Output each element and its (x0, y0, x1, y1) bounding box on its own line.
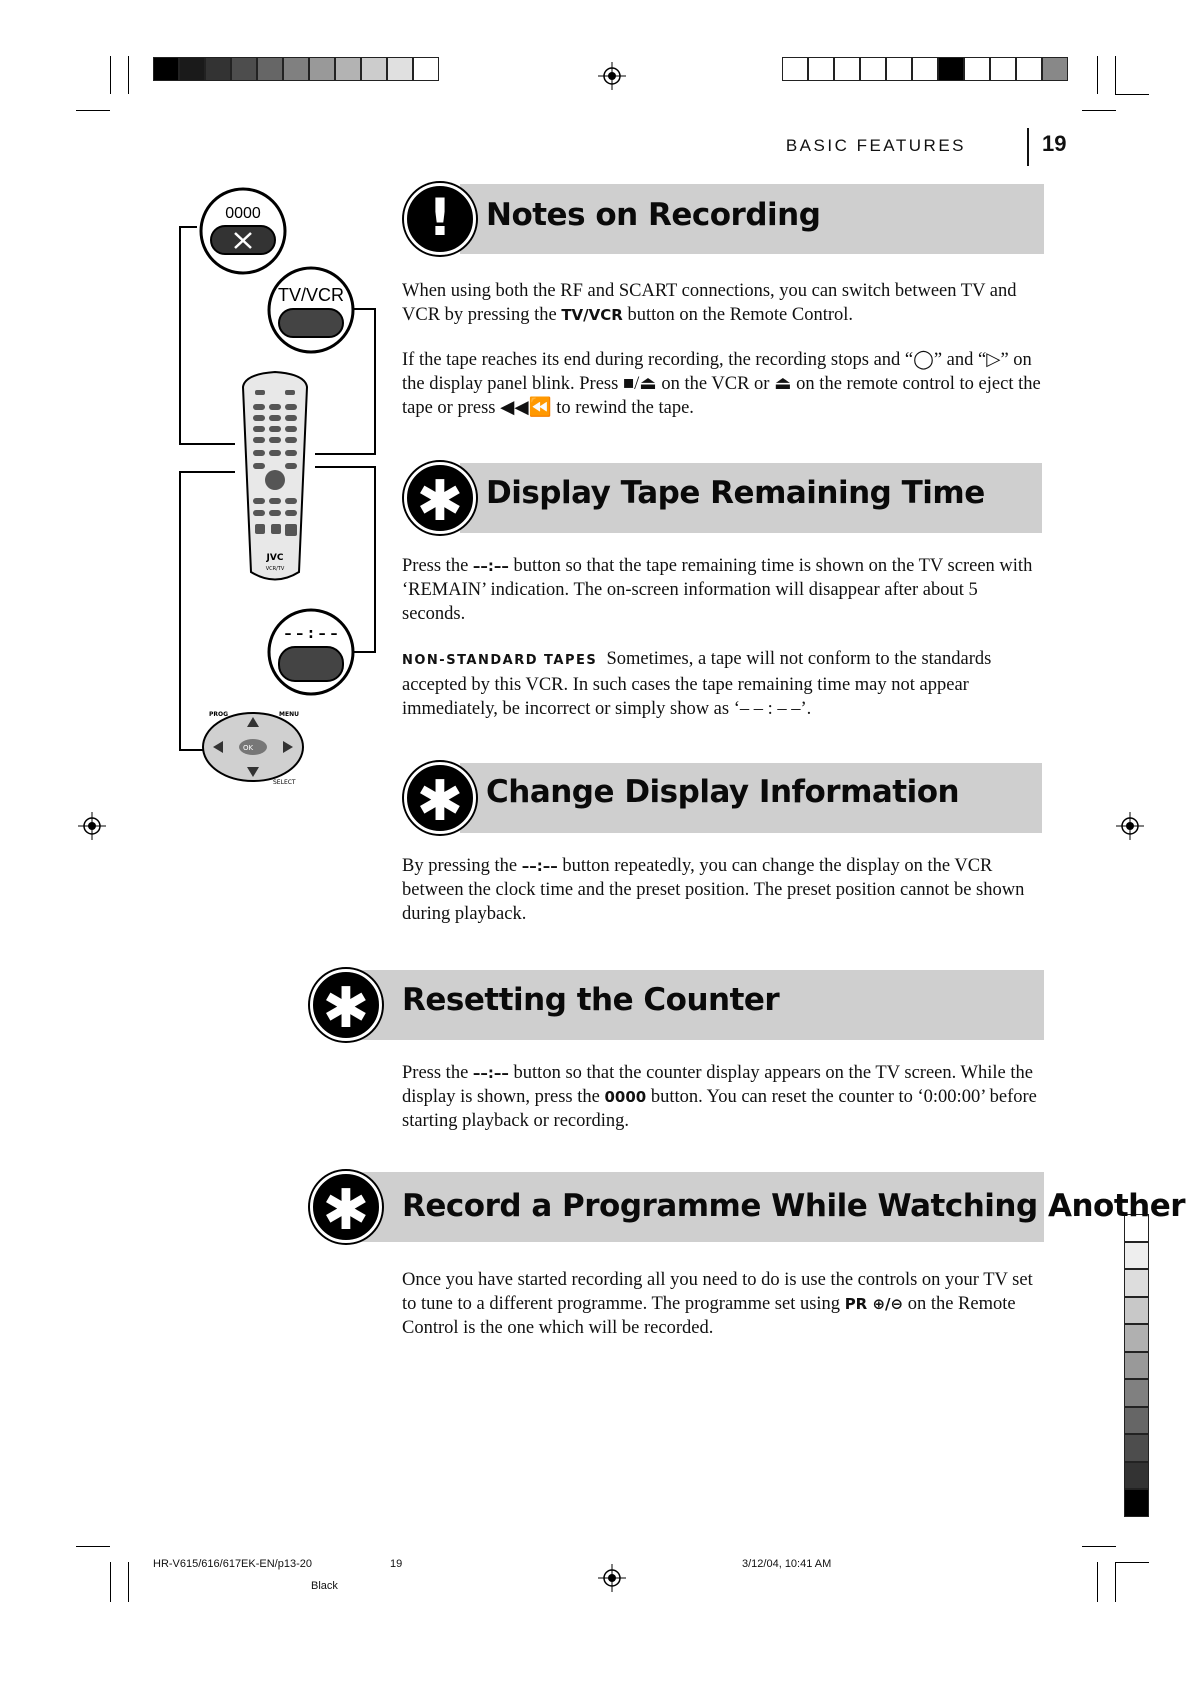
exclamation-icon: ! (404, 183, 476, 255)
dpad-menu-label: MENU (279, 711, 299, 718)
paragraph: Press the ––:–– button so that the counter display appears on the TV screen. While the display is shown, press the 0000 button. You can reset the counter to ‘0:00:00’ before starting playback or recording. (402, 1063, 1037, 1131)
footer-plate: Black (311, 1580, 338, 1592)
paragraph: When using both the RF and SCART connections, you can switch between TV and VCR by pressing the TV/VCR button on the Remote Control. (402, 281, 1017, 325)
dpad-select-label: SELECT (273, 779, 296, 786)
footer-timestamp: 3/12/04, 10:41 AM (742, 1558, 832, 1570)
running-title: BASIC FEATURES (785, 136, 966, 155)
section-title-notes-on-recording: Notes on Recording (486, 197, 821, 233)
grayscale-bar-right (782, 57, 1068, 83)
section-title-resetting-the-counter: Resetting the Counter (402, 982, 780, 1018)
asterisk-icon: ✱ (310, 1171, 382, 1243)
button-0000-label: 0000 (225, 205, 261, 222)
header-divider (1027, 128, 1029, 166)
asterisk-icon: ✱ (310, 969, 382, 1041)
key-remain: ––:–– (521, 857, 558, 875)
remote-model: VCR/TV (265, 566, 285, 572)
grayscale-bar-left (153, 57, 439, 83)
button-remain-label: – – : – – (284, 626, 338, 642)
registration-mark-icon (1116, 812, 1144, 840)
key-tvvcr: TV/VCR (561, 306, 623, 324)
dpad-ok-label: OK (243, 744, 254, 752)
registration-mark-icon (598, 1564, 626, 1592)
grayscale-bar-vertical (1124, 1214, 1149, 1517)
paragraph: If the tape reaches its end during recording, the recording stops and “◯” and “▷” on the display panel blink. Press ■/⏏ on the VCR or ⏏ on the remote control to eject the tape or press ◀◀⏪ to rewind the tape. (402, 350, 1041, 418)
paragraph: Press the ––:–– button so that the tape remaining time is shown on the TV screen with ‘REMAIN’ indication. The on-screen information will disappear after about 5 seconds. (402, 556, 1033, 624)
key-pr-plus-minus: PR ⊕/⊖ (844, 1295, 904, 1313)
paragraph: Once you have started recording all you need to do is use the controls on your TV set to tune to a different programme. The programme set using PR ⊕/⊖ on the Remote Control is the one which will be recorded. (402, 1270, 1033, 1338)
dpad-prog-label: PROG (209, 711, 229, 718)
section-title-change-display-information: Change Display Information (486, 774, 960, 810)
asterisk-icon: ✱ (404, 462, 476, 534)
registration-mark-icon (78, 812, 106, 840)
footer-file-ref: HR-V615/616/617EK-EN/p13-20 (153, 1558, 312, 1570)
asterisk-icon: ✱ (404, 762, 476, 834)
key-remain: ––:–– (472, 557, 509, 575)
registration-mark-icon (598, 62, 626, 90)
paragraph: NON-STANDARD TAPES Sometimes, a tape will not conform to the standards accepted by this VCR. In such cases the tape remaining time may not appear immediately, be incorrect or simply show as ‘– – : – –’. (402, 649, 992, 719)
key-0000: 0000 (604, 1088, 647, 1106)
remote-control-illustration (175, 182, 380, 792)
non-standard-tapes-label: NON-STANDARD TAPES (402, 653, 598, 668)
button-tvvcr-label: TV/VCR (277, 285, 345, 305)
footer-page: 19 (390, 1558, 403, 1570)
page-number: 19 (1042, 131, 1067, 156)
remote-brand: JVC (266, 553, 284, 563)
paragraph: By pressing the ––:–– button repeatedly, you can change the display on the VCR between the clock time and the preset position. The preset position cannot be shown during playback. (402, 856, 1025, 924)
section-title-display-tape-remaining-time: Display Tape Remaining Time (486, 475, 985, 511)
section-title-record-a-programme: Record a Programme While Watching Another (402, 1188, 1186, 1224)
key-remain: ––:–– (472, 1064, 509, 1082)
